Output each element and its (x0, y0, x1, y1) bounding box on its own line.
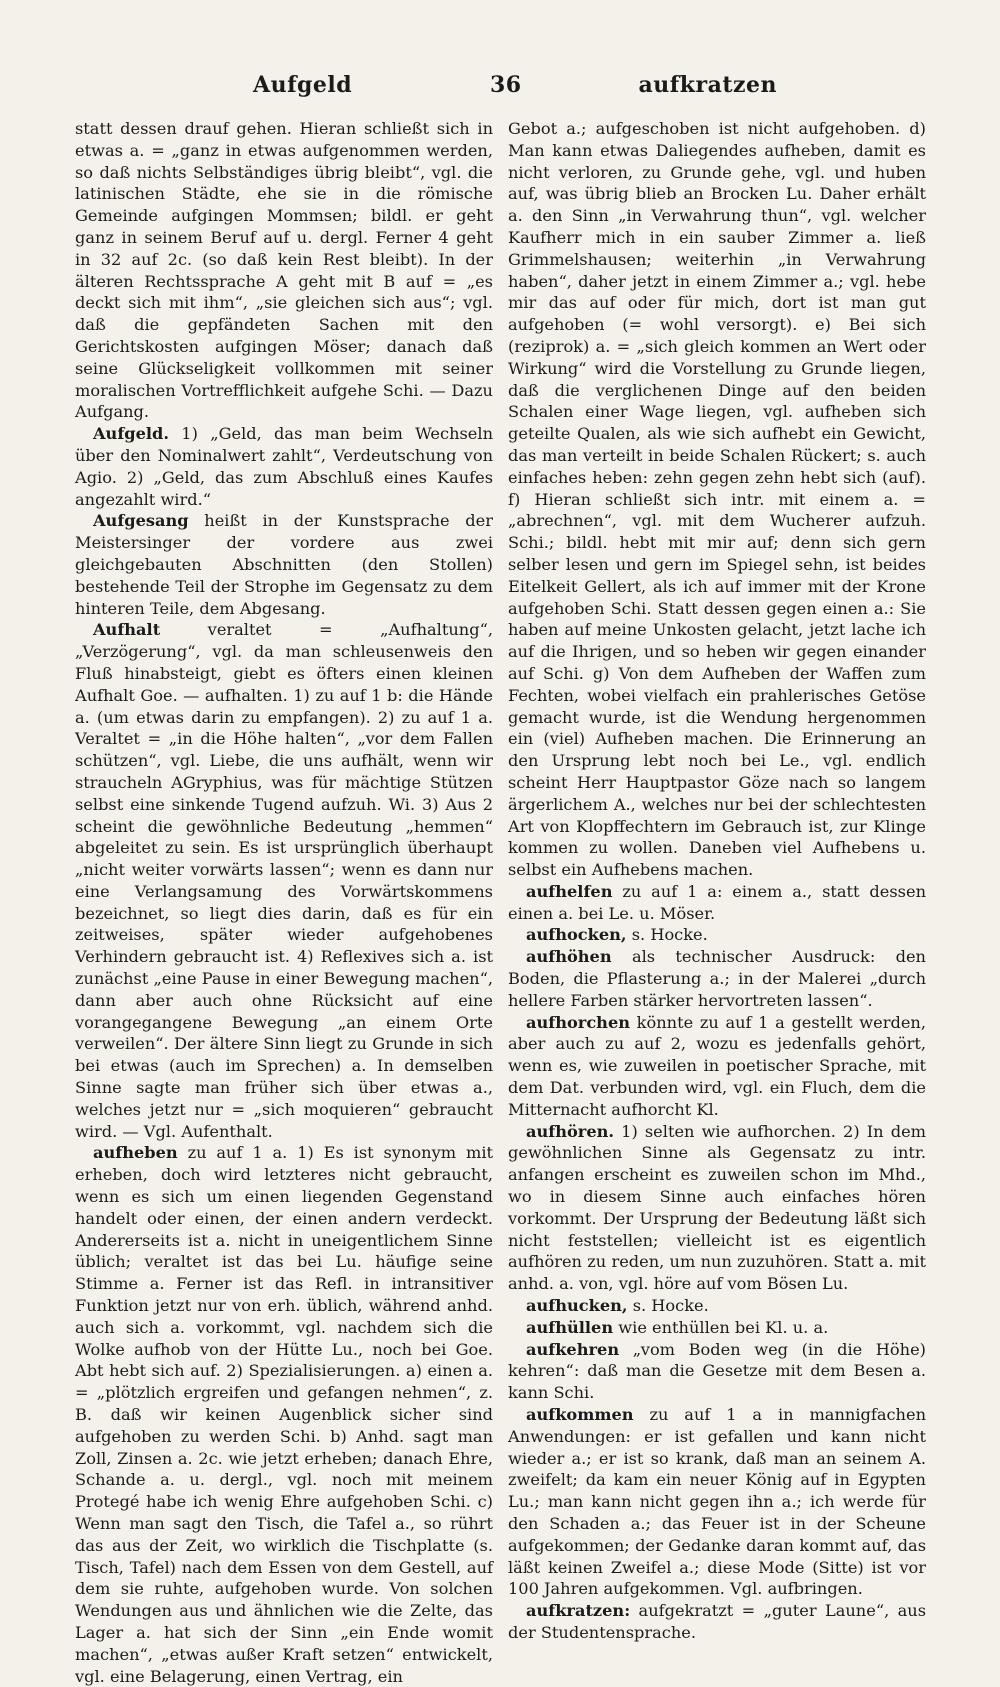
entry-text: statt dessen drauf gehen. Hieran schließt sich in etwas a. = „ganz in etwas aufgenommen werden, so daß nichts Selbständiges übrig bleibt“, vgl. die latinischen Städte, ehe sie in die römische Gemeinde aufgingen Mommsen; bildl. er geht ganz in seinem Beruf auf u. dergl. Ferner 4 geht in 32 auf 2c. (so daß kein Rest bleibt). In der älteren Rechtssprache A geht mit B auf = „es deckt sich mit ihm“, „sie gleichen sich aus“; vgl. daß die gepfändeten Sachen mit den Gerichtskosten aufgingen Möser; danach daß seine Glückseligkeit vollkommen mit seiner moralischen Vortrefflichkeit aufgehe Schi. — Dazu Aufgang. (75, 119, 493, 422)
entry-text: zu auf 1 a in mannigfachen Anwendungen: er ist gefallen und kann nicht wieder a.; er ist so krank, daß man an seinem A. zweifelt; da kam ein neuer König auf in Egypten Lu.; man kann nicht gegen ihn a.; ich werde für den Schaden a.; das Feuer ist in der Scheune aufgekommen; der Gedanke daran kommt auf, das läßt keinen Zweifel a.; diese Mode (Sitte) ist vor 100 Jahren aufgekommen. Vgl. aufbringen. (508, 1405, 926, 1599)
left-column (75, 118, 493, 1687)
entry-text: Gebot a.; aufgeschoben ist nicht aufgehoben. d) Man kann etwas Daliegendes aufheben, damit es nicht verloren, zu Grunde gehe, vgl. und huben auf, was übrig blieb an Brocken Lu. Daher erhält a. den Sinn „in Verwahrung thun“, vgl. welcher Kaufherr mich in ein sauber Zimmer a. ließ Grimmelshausen; weiterhin „in Verwahrung haben“, daher jetzt in einem Zimmer a.; vgl. hebe mir das auf oder für mich, dort ist man gut aufgehoben (= wohl versorgt). e) Bei sich (reziprok) a. = „sich gleich kommen an Wert oder Wirkung“ wird die Vorstellung zu Grunde liegen, daß die verglichenen Dinge auf den beiden Schalen einer Wage liegen, vgl. aufheben sich geteilte Qualen, als wie sich aufhebt ein Gewicht, das man verteilt in beide Schalen Rückert; s. auch einfaches heben: zehn gegen zehn hebt sich (auf). f) Hieran schließt sich intr. mit einem a. = „abrechnen“, vgl. mit dem Wucherer aufzuh. Schi.; bildl. hebt mit mir auf; denn sich gern selber lesen und gern im Spiegel sehn, ist beides Eitelkeit Gellert, als ich auf immer mit der Krone aufgehoben Schi. Statt dessen gegen einen a.: Sie haben auf meine Unkosten gelacht, jetzt lache ich auf die Ihrigen, und so heben wir gegen einander auf Schi. g) Von dem Aufheben der Waffen zum Fechten, wobei vielfach ein prahlerisches Getöse gemacht wurde, ist die Wendung hergenommen ein (viel) Aufheben machen. Die Erinnerung an den Ursprung lebt noch bei Le., vgl. endlich scheint Herr Hauptpastor Göze nach so langem ärgerlichem A., welches nur bei der schlechtesten Art von Klopffechtern im Gebrauch ist, zur Klinge kommen zu wollen. Daneben viel Aufhebens u. selbst ein Aufhebens machen. (508, 119, 926, 880)
entry-text: 1) selten wie aufhorchen. 2) In dem gewöhnlichen Sinne als Gegensatz zu intr. anfangen erscheint es zuweilen schon im Mhd., wo in diesem Sinne auch einfaches hören vorkommt. Der Ursprung der Bedeutung läßt sich nicht feststellen; vielleicht ist es eigentlich aufhören zu reden, um nun zuzuhören. Statt a. mit anhd. a. von, vgl. höre auf vom Bösen Lu. (508, 1121, 926, 1294)
entry-headword: aufhorchen (526, 1012, 631, 1032)
entry-headword: aufhören. (526, 1121, 615, 1141)
entry-paragraph (508, 1339, 926, 1404)
entry-text: veraltet = „Aufhaltung“, „Verzögerung“, vgl. da man schleusenweis den Fluß hinabsteigt, giebt es öfters einen kleinen Aufhalt Goe. — aufhalten. 1) zu auf 1 b: die Hände a. (um etwas darin zu empfangen). 2) zu auf 1 a. Veraltet = „in die Höhe halten“, „vor dem Fallen schützen“, vgl. Liebe, die uns aufhält, wenn wir straucheln AGryphius, was für mächtige Stützen selbst eine sinkende Tugend aufzuh. Wi. 3) Aus 2 scheint die gewöhnliche Bedeutung „hemmen“ abgeleitet zu sein. Es ist ursprünglich überhaupt „nicht weiter vorwärts lassen“; wenn es dann nur eine Verlangsamung des Vorwärtskommens bezeichnet, so liegt dies darin, daß es für ein zeitweises, später wieder aufgehobenes Verhindern gebraucht ist. 4) Reflexives sich a. ist zunächst „eine Pause in einer Bewegung machen“, dann aber auch ohne Rücksicht auf eine vorangegangene Bewegung „an einem Orte verweilen“. Der ältere Sinn liegt zu Grunde in sich bei etwas (auch im Sprechen) a. In demselben Sinne sagte man früher sich über etwas a., welches jetzt nur = „sich moquieren“ gebraucht wird. — Vgl. Aufenthalt. (75, 620, 493, 1141)
entry-paragraph (508, 924, 926, 946)
entry-text: heißt in der Kunstsprache der Meistersinger der vordere aus zwei gleichgebauten Abschnitten (den Stollen) bestehende Teil der Strophe im Gegensatz zu dem hinteren Teile, dem Abgesang. (75, 511, 493, 618)
entry-paragraph (508, 1600, 926, 1644)
page-header (75, 72, 927, 106)
entry-paragraph (508, 1295, 926, 1317)
entry-paragraph (508, 1317, 926, 1339)
entry-paragraph (75, 510, 493, 619)
entry-paragraph (508, 1012, 926, 1121)
entry-headword: Aufgesang (93, 511, 189, 531)
entry-text: zu auf 1 a: einem a., statt dessen einen a. bei Le. u. Möser. (508, 881, 926, 923)
entry-paragraph (508, 1121, 926, 1295)
entry-paragraph (75, 118, 493, 423)
right-column (508, 118, 926, 1644)
entry-headword: aufkratzen: (526, 1601, 631, 1621)
entry-paragraph (508, 1404, 926, 1600)
entry-headword: aufhüllen (526, 1317, 614, 1337)
entry-text: wie enthüllen bei Kl. u. a. (613, 1317, 829, 1337)
header-left-guide-word: Aufgeld (253, 72, 353, 98)
entry-headword: aufheben (93, 1143, 178, 1163)
entry-text: „vom Boden weg (in die Höhe) kehren“: daß man die Gesetze mit dem Besen a. kann Schi. (508, 1339, 926, 1403)
entry-text: s. Hocke. (626, 925, 708, 945)
entry-text: aufgekratzt = „guter Laune“, aus der Studentensprache. (508, 1601, 926, 1642)
entry-text: als technischer Ausdruck: den Boden, die Pflasterung a.; in der Malerei „durch hellere Farben stärker hervortreten lassen“. (508, 947, 926, 1010)
entry-paragraph (508, 946, 926, 1011)
entry-headword: aufhelfen (526, 881, 613, 901)
header-right-guide-word: aufkratzen (638, 72, 777, 98)
entry-paragraph (75, 619, 493, 1142)
entry-headword: aufkehren (526, 1339, 620, 1359)
page-number: 36 (490, 72, 522, 98)
entry-paragraph (508, 881, 926, 925)
entry-headword: aufhocken, (526, 925, 627, 945)
entry-text: 1) „Geld, das man beim Wechseln über den Nominalwert zahlt“, Verdeutschung von Agio. 2) „Geld, das zum Abschluß eines Kaufes angezahlt wird.“ (75, 424, 493, 509)
entry-paragraph (75, 1142, 493, 1687)
entry-headword: aufhöhen (526, 947, 612, 967)
entry-headword: Aufgeld. (93, 424, 170, 444)
entry-paragraph (75, 423, 493, 510)
entry-text: könnte zu auf 1 a gestellt werden, aber auch zu auf 2, wozu es jedenfalls gehört, wenn es, wie zuweilen in poetischer Sprache, mit dem Dat. verbunden wird, vgl. ein Fluch, dem die Mitternacht aufhorcht Kl. (508, 1012, 926, 1119)
entry-headword: aufkommen (526, 1405, 634, 1425)
entry-paragraph (508, 118, 926, 881)
entry-headword: Aufhalt (93, 620, 161, 640)
entry-headword: aufhucken, (526, 1296, 628, 1316)
entry-text: s. Hocke. (627, 1296, 709, 1316)
entry-text: zu auf 1 a. 1) Es ist synonym mit erheben, doch wird letzteres nicht gebraucht, wenn es sich um einen liegenden Gegenstand handelt oder einen, der einen andern verdeckt. Andererseits ist a. nicht in uneigentlichem Sinne üblich; veraltet ist das bei Lu. häufige seine Stimme a. Ferner ist das Refl. in intransitiver Funktion jetzt nur von erh. üblich, während anhd. auch sich a. vorkommt, vgl. nachdem sich die Wolke aufhob von der Hütte Lu., noch bei Goe. Abt hebt sich auf. 2) Spezialisierungen. a) einen a. = „plötzlich ergreifen und gefangen nehmen“, z. B. daß wir keinen Augenblick sicher sind aufgehoben zu werden Schi. b) Anhd. sagt man Zoll, Zinsen a. 2c. wie jetzt erheben; danach Ehre, Schande a. u. dergl., vgl. noch mit meinem Protegé habe ich wenig Ehre aufgehoben Schi. c) Wenn man sagt den Tisch, die Tafel a., so rührt das aus der Zeit, wo wirklich die Tischplatte (s. Tisch, Tafel) nach dem Essen von dem Gestell, auf dem sie ruhte, aufgehoben wurde. Von solchen Wendungen aus und ähnlichen wie die Zelte, das Lager a. hat sich der Sinn „ein Ende womit machen“, „etwas außer Kraft setzen“ entwickelt, vgl. eine Belagerung, einen Vertrag, ein (75, 1143, 493, 1686)
